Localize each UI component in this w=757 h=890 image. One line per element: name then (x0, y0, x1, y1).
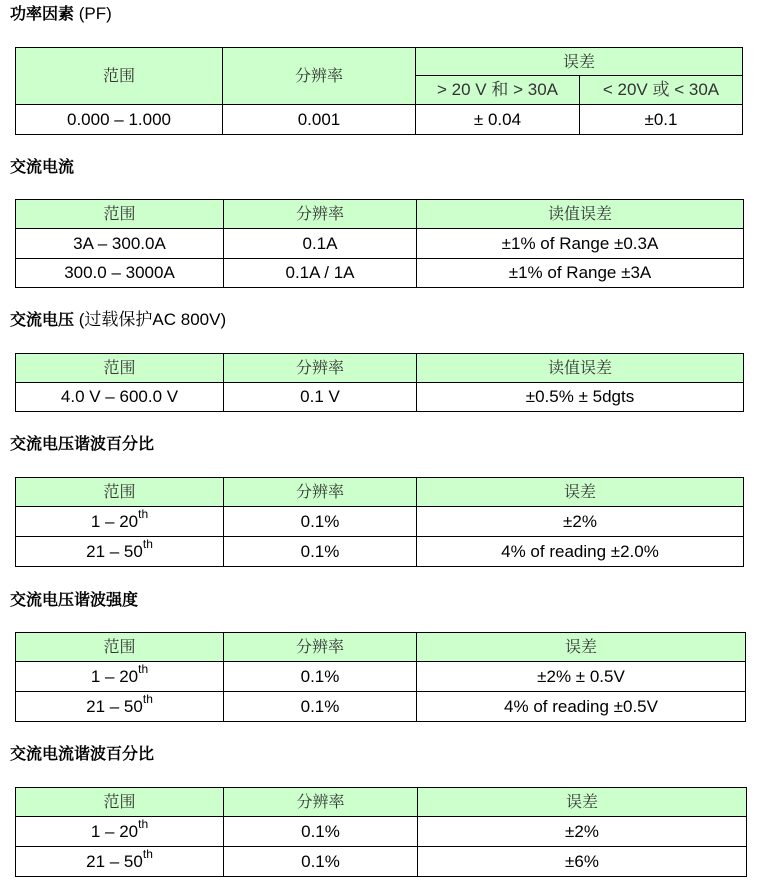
section-title-text: 交流电流谐波百分比 (10, 744, 155, 763)
cell-resolution: 0.1A (224, 229, 417, 259)
section-title-text: 交流电压谐波强度 (10, 590, 139, 609)
cell-resolution: 0.1A / 1A (224, 259, 417, 288)
header-range: 范围 (16, 200, 224, 229)
section-title-voltage-harmonic-intensity (10, 590, 138, 610)
range-text: 1 – 20 (90, 666, 139, 686)
header-resolution: 分辨率 (224, 788, 418, 817)
cell-error: ±1% of Range ±3A (417, 259, 744, 288)
section-title-text: 交流电压谐波百分比 (10, 434, 155, 453)
header-error: 误差 (417, 478, 744, 507)
header-range: 范围 (16, 48, 223, 105)
cell-range: 3A – 300.0A (16, 229, 224, 259)
header-resolution: 分辨率 (223, 48, 416, 105)
table-row (16, 507, 744, 537)
cell-error: ±6% (418, 847, 747, 877)
range-text: 1 – 20 (90, 821, 139, 841)
cell-resolution: 0.1% (224, 817, 418, 847)
cell-error: ±1% of Range ±0.3A (417, 229, 744, 259)
cell-error: 4% of reading ±0.5V (417, 692, 746, 722)
header-error: 误差 (416, 48, 743, 76)
ordinal-suffix: th (138, 816, 149, 831)
voltage-harmonic-percent-table (15, 477, 744, 567)
cell-range (16, 692, 224, 722)
cell-range: 300.0 – 3000A (16, 259, 224, 288)
cell-error: ±2% (417, 507, 744, 537)
range-text: 21 – 50 (86, 851, 143, 871)
header-resolution: 分辨率 (224, 633, 417, 662)
ordinal-suffix: th (142, 691, 153, 706)
cell-range (16, 817, 224, 847)
table-row (16, 229, 744, 259)
section-title-text: 交流电压 (10, 310, 75, 329)
header-resolution: 分辨率 (224, 200, 417, 229)
table-row (16, 817, 747, 847)
ordinal-suffix: th (138, 506, 149, 521)
range-text: 21 – 50 (86, 696, 143, 716)
section-title-text: 交流电流 (10, 157, 75, 176)
cell-error: ±2% ± 0.5V (417, 662, 746, 692)
table-row (16, 259, 744, 288)
header-error-low: < 20V 或 < 30A (580, 76, 743, 105)
cell-error-low: ±0.1 (580, 105, 743, 135)
section-title-voltage-harmonic-percent (10, 434, 154, 454)
range-text: 1 – 20 (90, 511, 139, 531)
table-row (16, 692, 746, 722)
header-range: 范围 (16, 633, 224, 662)
table-row (16, 105, 743, 135)
cell-error: ±0.5% ± 5dgts (417, 383, 744, 412)
header-resolution: 分辨率 (224, 478, 417, 507)
cell-error-high: ± 0.04 (416, 105, 580, 135)
header-error: 误差 (418, 788, 747, 817)
cell-error: ±2% (418, 817, 747, 847)
section-title-ac-current (10, 157, 74, 177)
section-title-power-factor (10, 4, 112, 24)
section-title-suffix: (过载保护AC 800V) (74, 310, 227, 329)
cell-resolution: 0.1% (224, 537, 417, 567)
voltage-harmonic-intensity-table (15, 632, 746, 722)
current-harmonic-percent-table (15, 787, 747, 877)
ac-current-table (15, 199, 744, 288)
ordinal-suffix: th (142, 846, 153, 861)
section-title-current-harmonic-percent (10, 744, 154, 764)
range-text: 21 – 50 (86, 541, 143, 561)
cell-error: 4% of reading ±2.0% (417, 537, 744, 567)
cell-resolution: 0.1% (224, 662, 417, 692)
cell-resolution: 0.1% (224, 507, 417, 537)
table-row (16, 662, 746, 692)
header-range: 范围 (16, 788, 224, 817)
section-title-ac-voltage (10, 310, 226, 330)
cell-resolution: 0.1 V (224, 383, 417, 412)
table-row (16, 537, 744, 567)
cell-range: 4.0 V – 600.0 V (16, 383, 224, 412)
header-range: 范围 (16, 478, 224, 507)
header-error: 读值误差 (417, 200, 744, 229)
header-error: 读值误差 (417, 354, 744, 383)
cell-resolution: 0.001 (223, 105, 416, 135)
header-resolution: 分辨率 (224, 354, 417, 383)
header-error: 误差 (417, 633, 746, 662)
cell-range (16, 507, 224, 537)
cell-range (16, 847, 224, 877)
ordinal-suffix: th (138, 661, 149, 676)
cell-range: 0.000 – 1.000 (16, 105, 223, 135)
cell-range (16, 662, 224, 692)
cell-resolution: 0.1% (224, 692, 417, 722)
table-row (16, 847, 747, 877)
section-title-text: 功率因素 (10, 4, 75, 23)
header-range: 范围 (16, 354, 224, 383)
cell-range (16, 537, 224, 567)
power-factor-table (15, 47, 743, 135)
ordinal-suffix: th (142, 536, 153, 551)
cell-resolution: 0.1% (224, 847, 418, 877)
section-title-suffix: (PF) (74, 4, 112, 23)
table-row (16, 383, 744, 412)
header-error-high: > 20 V 和 > 30A (416, 76, 580, 105)
ac-voltage-table (15, 353, 744, 412)
